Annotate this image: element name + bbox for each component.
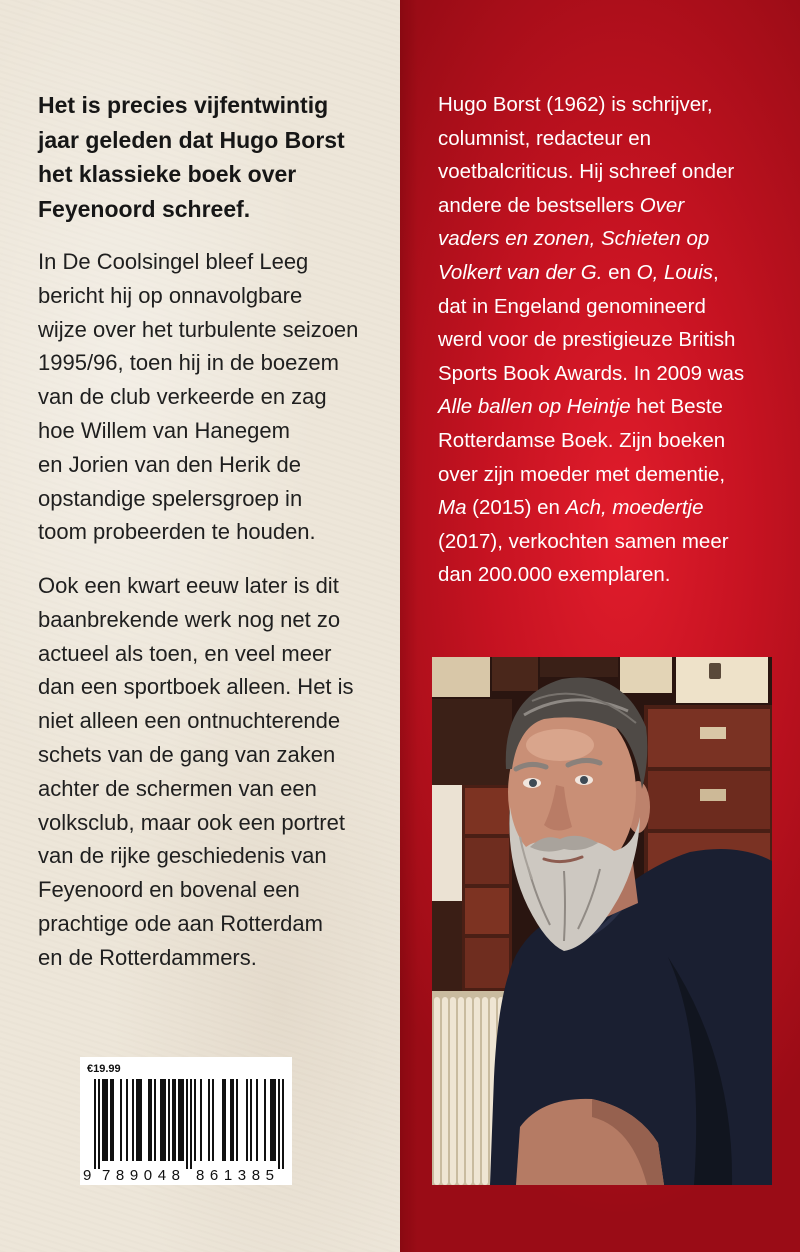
barcode-guard-bar (186, 1079, 188, 1169)
barcode-bar (222, 1079, 226, 1161)
bio-line (438, 491, 744, 525)
radiator-fin (450, 997, 456, 1185)
left-iris (529, 779, 537, 787)
bio-line (438, 357, 744, 391)
book-title-italic: vaders en zonen, Schieten op (438, 227, 710, 251)
barcode-bar (154, 1079, 156, 1161)
paragraph-line: In De Coolsingel bleef Leeg (38, 249, 309, 274)
paragraph-line: toom probeerden te houden. (38, 519, 316, 545)
paragraph-line: Ook een kwart eeuw later is dit (38, 573, 339, 598)
radiator-fin (482, 997, 488, 1185)
text-segment: columnist, redacteur en (438, 126, 652, 150)
barcode-bar (168, 1079, 170, 1161)
wall-dark (432, 699, 512, 787)
right-iris (580, 776, 588, 784)
drawer-label (700, 789, 726, 801)
wall-socket (709, 663, 721, 679)
barcode-bar (246, 1079, 248, 1161)
drawer (465, 888, 509, 934)
white-panel (432, 785, 462, 901)
text-segment: , (713, 260, 719, 284)
barcode-bar (270, 1079, 276, 1161)
barcode-bar (212, 1079, 214, 1161)
intro-line: het klassieke boek over (38, 161, 297, 187)
intro-line: Het is precies vijfentwintig (38, 92, 329, 118)
radiator-fin (434, 997, 440, 1185)
book-title-italic: Volkert van der G. (438, 260, 603, 284)
barcode-bar (160, 1079, 166, 1161)
radiator-fin (442, 997, 448, 1185)
text-segment: het Beste (630, 395, 723, 419)
barcode-bar (236, 1079, 238, 1161)
text-segment: voetbalcriticus. Hij schreef onder (438, 160, 735, 184)
barcode-bar (120, 1079, 122, 1161)
paragraph-line: prachtige ode aan Rotterdam (38, 910, 323, 936)
author-photo (432, 657, 772, 1185)
bio-line (438, 525, 744, 559)
paragraph-line: van de rijke geschiedenis van (38, 843, 327, 869)
bio-line (438, 189, 744, 223)
shelf-dark (432, 901, 462, 991)
paragraph-line: niet alleen een ontnuchterende (38, 708, 341, 734)
text-segment: dan 200.000 exemplaren. (438, 563, 671, 587)
barcode-bar (148, 1079, 152, 1161)
barcode-bar (194, 1079, 196, 1161)
radiator-fin (466, 997, 472, 1185)
barcode-label (80, 1057, 292, 1185)
radiator-fin (458, 997, 464, 1185)
paragraph-kwart-eeuw (38, 569, 354, 975)
barcode-guard-bar (190, 1079, 192, 1169)
bio-line (438, 290, 744, 324)
drawer (465, 938, 509, 988)
paragraph-line: Feyenoord en bovenal een (38, 877, 300, 903)
paragraph-line: 1995/96, toen hij in de boezem (38, 350, 339, 376)
bio-line (438, 390, 744, 424)
text-segment: (2015) en (466, 496, 566, 520)
drawer-label (700, 727, 726, 739)
author-bio (438, 88, 744, 592)
barcode-bar (230, 1079, 234, 1161)
text-segment: dat in Engeland genomineerd (438, 294, 706, 318)
barcode-bar (250, 1079, 252, 1161)
text-segment: over zijn moeder met dementie, (438, 462, 726, 486)
barcode-guard-bar (98, 1079, 100, 1169)
barcode-right-digits: 861385 (196, 1167, 274, 1184)
paragraph-line: opstandige spelersgroep in (38, 485, 303, 511)
barcode-guard-bar (282, 1079, 284, 1169)
beard-texture (564, 871, 565, 941)
bio-line (438, 222, 744, 256)
bio-line (438, 458, 744, 492)
paragraph-coolsingel (38, 245, 358, 549)
barcode-bar (200, 1079, 202, 1161)
text-segment: en (602, 260, 637, 284)
bio-line (438, 256, 744, 290)
bio-line (438, 323, 744, 357)
barcode-bar (172, 1079, 176, 1161)
paragraph-line: hoe Willem van Hanegem (38, 417, 290, 443)
paragraph-line: schets van de gang van zaken (38, 741, 336, 767)
barcode-bar (264, 1079, 266, 1161)
book-title-italic: Alle ballen op Heintje (438, 395, 631, 419)
wall-panel (676, 657, 768, 703)
paragraph-line: bericht hij op onnavolgbare (38, 282, 303, 308)
shelf-box (540, 657, 618, 677)
text-segment: Hugo Borst (1962) is schrijver, (438, 93, 713, 116)
paragraph-line: en de Rotterdammers. (38, 944, 257, 970)
price-label: €19.99 (87, 1063, 121, 1075)
intro-line: jaar geleden dat Hugo Borst (38, 126, 345, 153)
barcode-bar (110, 1079, 114, 1161)
barcode-bar (132, 1079, 134, 1161)
bio-line (438, 558, 744, 592)
bio-line (438, 424, 744, 458)
book-title-italic: Ach, moedertje (565, 496, 704, 520)
radiator-fin (474, 997, 480, 1185)
barcode-bar (126, 1079, 128, 1161)
paragraph-line: en Jorien van den Herik de (38, 451, 301, 477)
barcode-bar (136, 1079, 142, 1161)
paragraph-line: achter de schermen van een (38, 775, 317, 801)
intro-line: Feyenoord schreef. (38, 195, 251, 222)
book-title-italic: Ma (438, 496, 467, 520)
paragraph-line: baanbrekende werk nog net zo (38, 606, 341, 632)
text-segment: werd voor de prestigieuze British (438, 328, 736, 352)
drawer (465, 788, 509, 834)
text-segment: Sports Book Awards. In 2009 was (438, 361, 745, 385)
book-title-italic: Over (639, 193, 685, 217)
bio-line (438, 88, 744, 122)
barcode-bar (256, 1079, 258, 1161)
barcode-guard-bar (94, 1079, 96, 1169)
paragraph-line: van de club verkeerde en zag (38, 384, 327, 410)
paragraph-line: dan een sportboek alleen. Het is (38, 674, 354, 700)
shelf-box (432, 657, 490, 697)
text-segment: Rotterdamse Boek. Zijn boeken (438, 428, 726, 452)
barcode-first-digit: 9 (83, 1167, 92, 1184)
barcode-bar (208, 1079, 210, 1161)
intro-bold-text (38, 88, 345, 226)
shelf-box (620, 657, 672, 693)
shelf-box (492, 657, 538, 691)
text-segment: (2017), verkochten samen meer (438, 529, 729, 553)
forehead-highlight (526, 729, 594, 761)
paragraph-line: wijze over het turbulente seizoen (38, 316, 359, 342)
right-panel (400, 0, 800, 1252)
barcode-bar (178, 1079, 184, 1161)
bio-line (438, 122, 744, 156)
barcode-guard-bar (278, 1079, 280, 1169)
barcode-left-digits: 789048 (102, 1167, 180, 1184)
text-segment: andere de bestsellers (438, 193, 640, 217)
bio-line (438, 155, 744, 189)
paragraph-line: actueel als toen, en veel meer (38, 640, 332, 666)
barcode-bar (102, 1079, 108, 1161)
paragraph-line: volksclub, maar ook een portret (38, 809, 345, 835)
book-title-italic: O, Louis (636, 260, 714, 284)
drawer (465, 838, 509, 884)
